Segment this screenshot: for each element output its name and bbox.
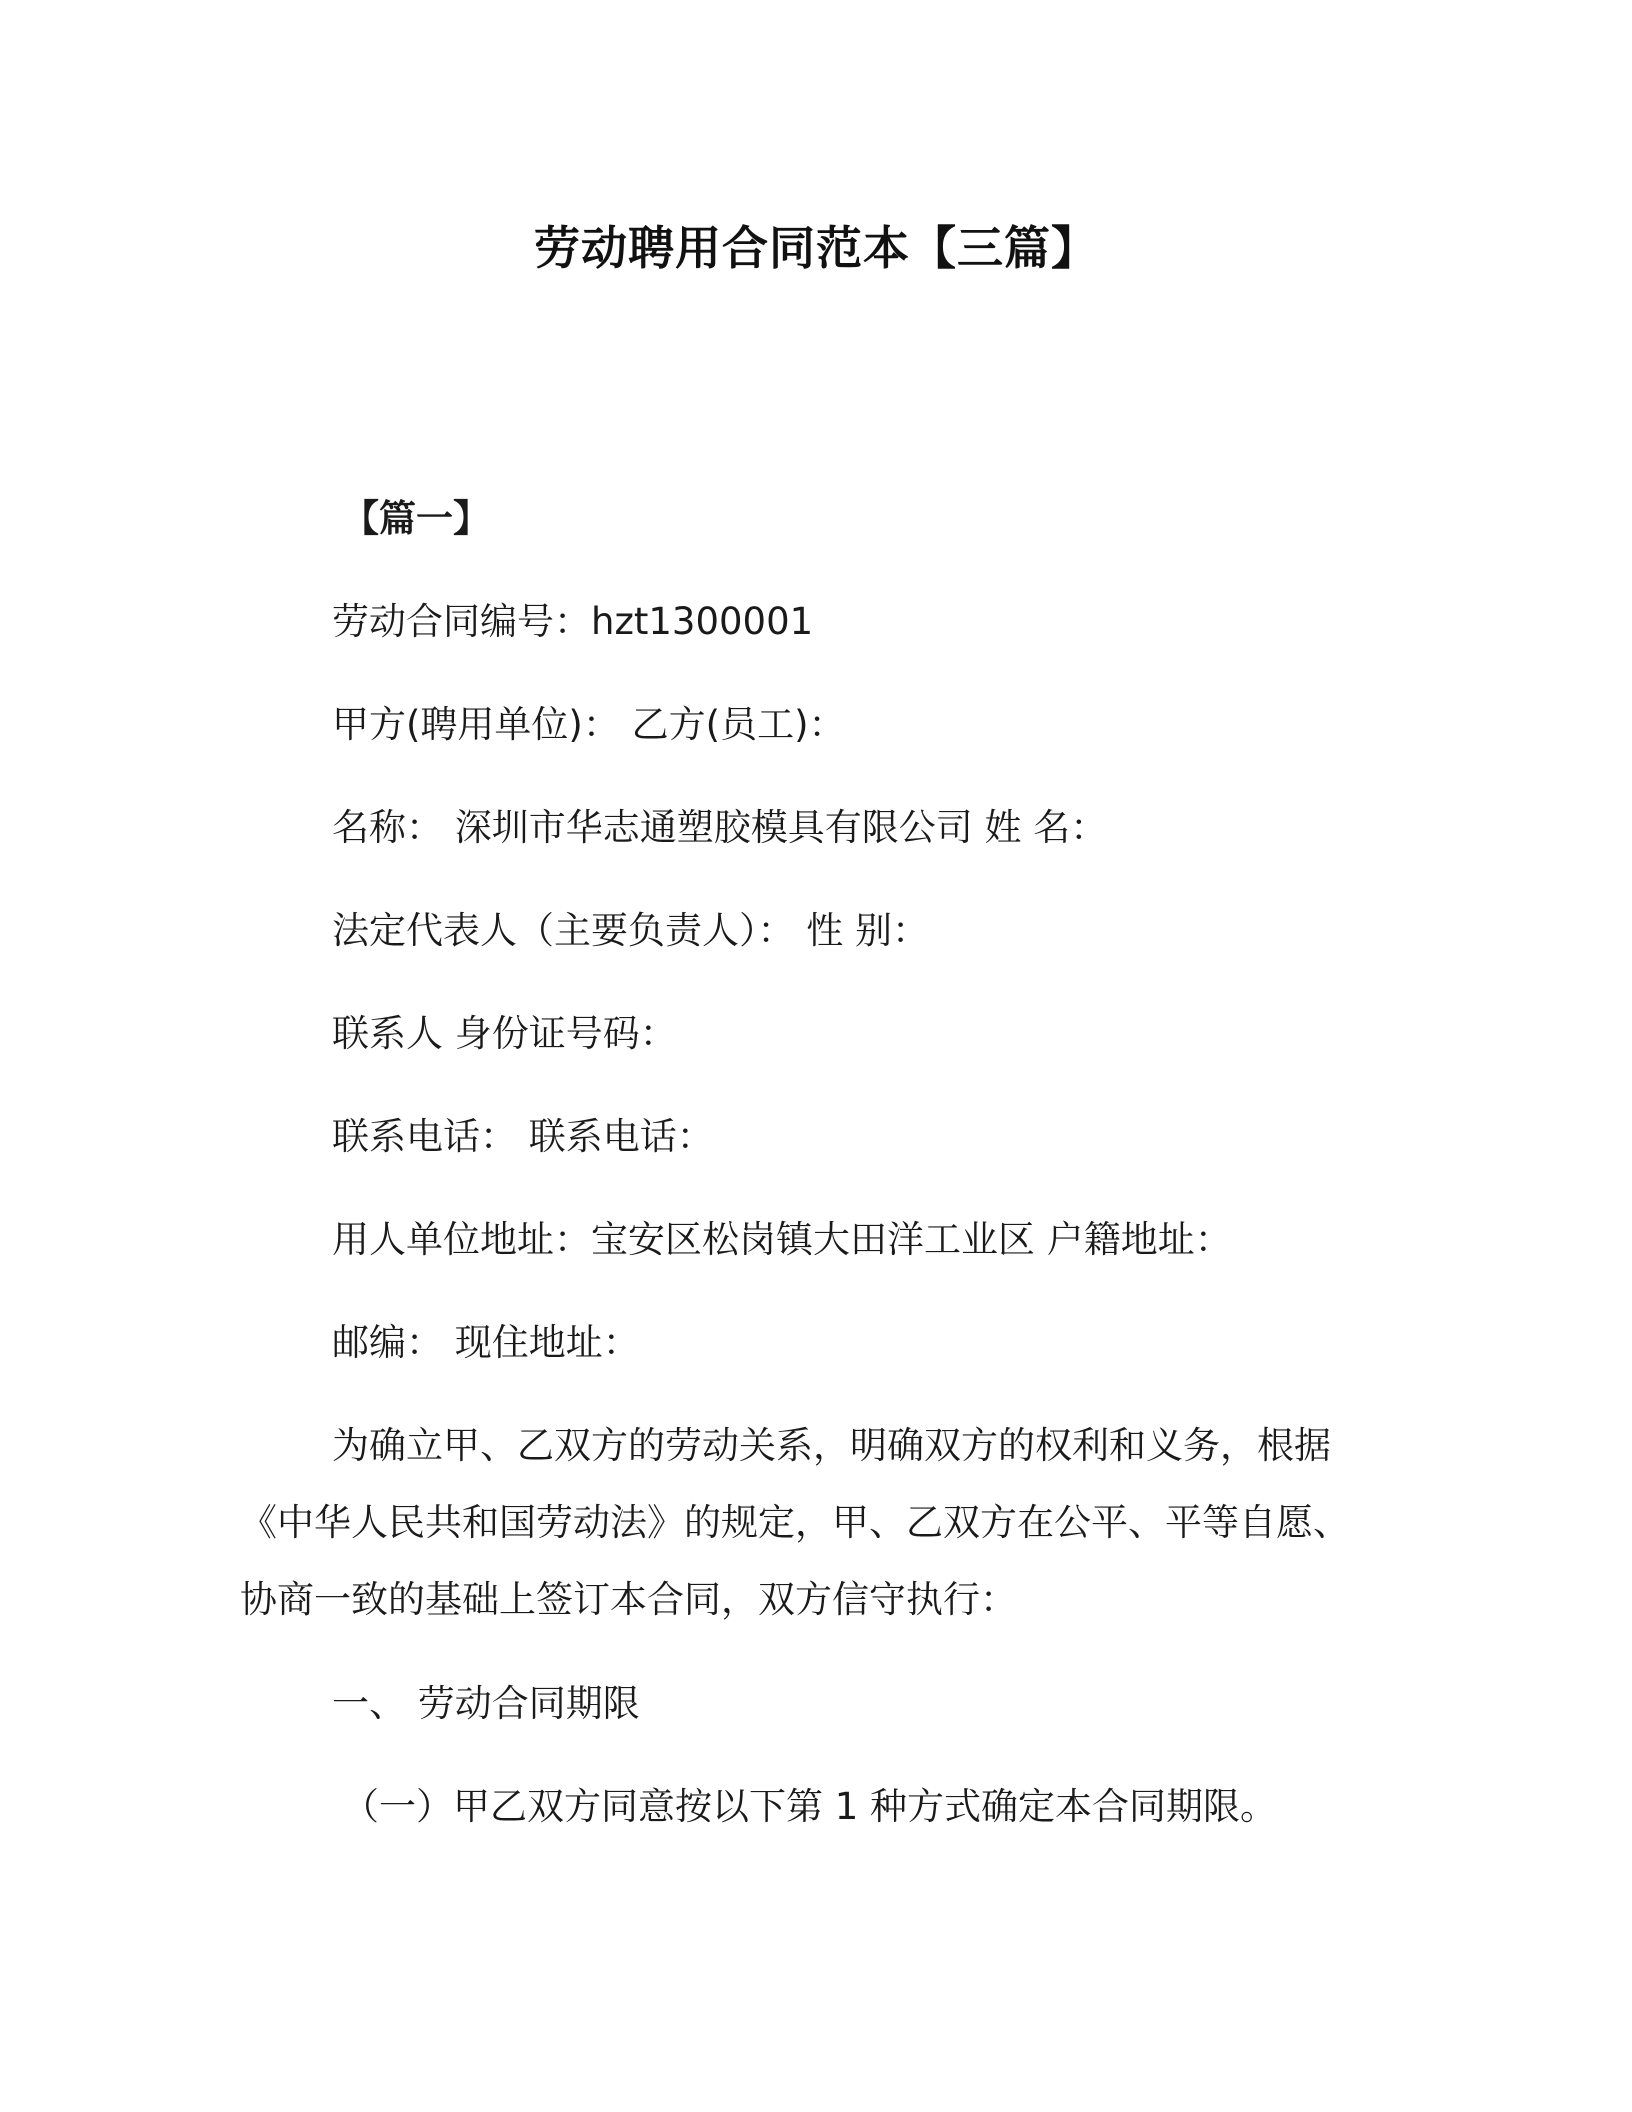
sub-clause: （一）甲乙双方同意按以下第 1 种方式确定本合同期限。	[342, 1785, 1278, 1828]
section-heading: 【篇一】	[342, 497, 490, 540]
field-legal-representative: 法定代表人（主要负责人）： 性 别：	[332, 909, 930, 952]
field-postcode: 邮编： 现住地址：	[332, 1321, 640, 1364]
document-title: 劳动聘用合同范本【三篇】	[534, 221, 1098, 275]
field-contact-person: 联系人 身份证号码：	[332, 1012, 677, 1055]
clause-heading: 一、 劳动合同期限	[332, 1682, 640, 1725]
field-address: 用人单位地址：宝安区松岗镇大田洋工业区 户籍地址：	[332, 1218, 1232, 1261]
paragraph-line-3: 协商一致的基础上签订本合同，双方信守执行：	[240, 1578, 1017, 1621]
paragraph-line-2: 《中华人民共和国劳动法》的规定，甲、乙双方在公平、平等自愿、	[240, 1501, 1350, 1544]
paragraph-line-1: 为确立甲、乙双方的劳动关系，明确双方的权利和义务，根据	[332, 1424, 1331, 1467]
field-phone: 联系电话： 联系电话：	[332, 1115, 714, 1158]
field-company-name: 名称： 深圳市华志通塑胶模具有限公司 姓 名：	[332, 806, 1108, 849]
field-parties: 甲方(聘用单位)： 乙方(员工)：	[332, 703, 846, 746]
field-contract-number: 劳动合同编号：hzt1300001	[332, 600, 814, 643]
